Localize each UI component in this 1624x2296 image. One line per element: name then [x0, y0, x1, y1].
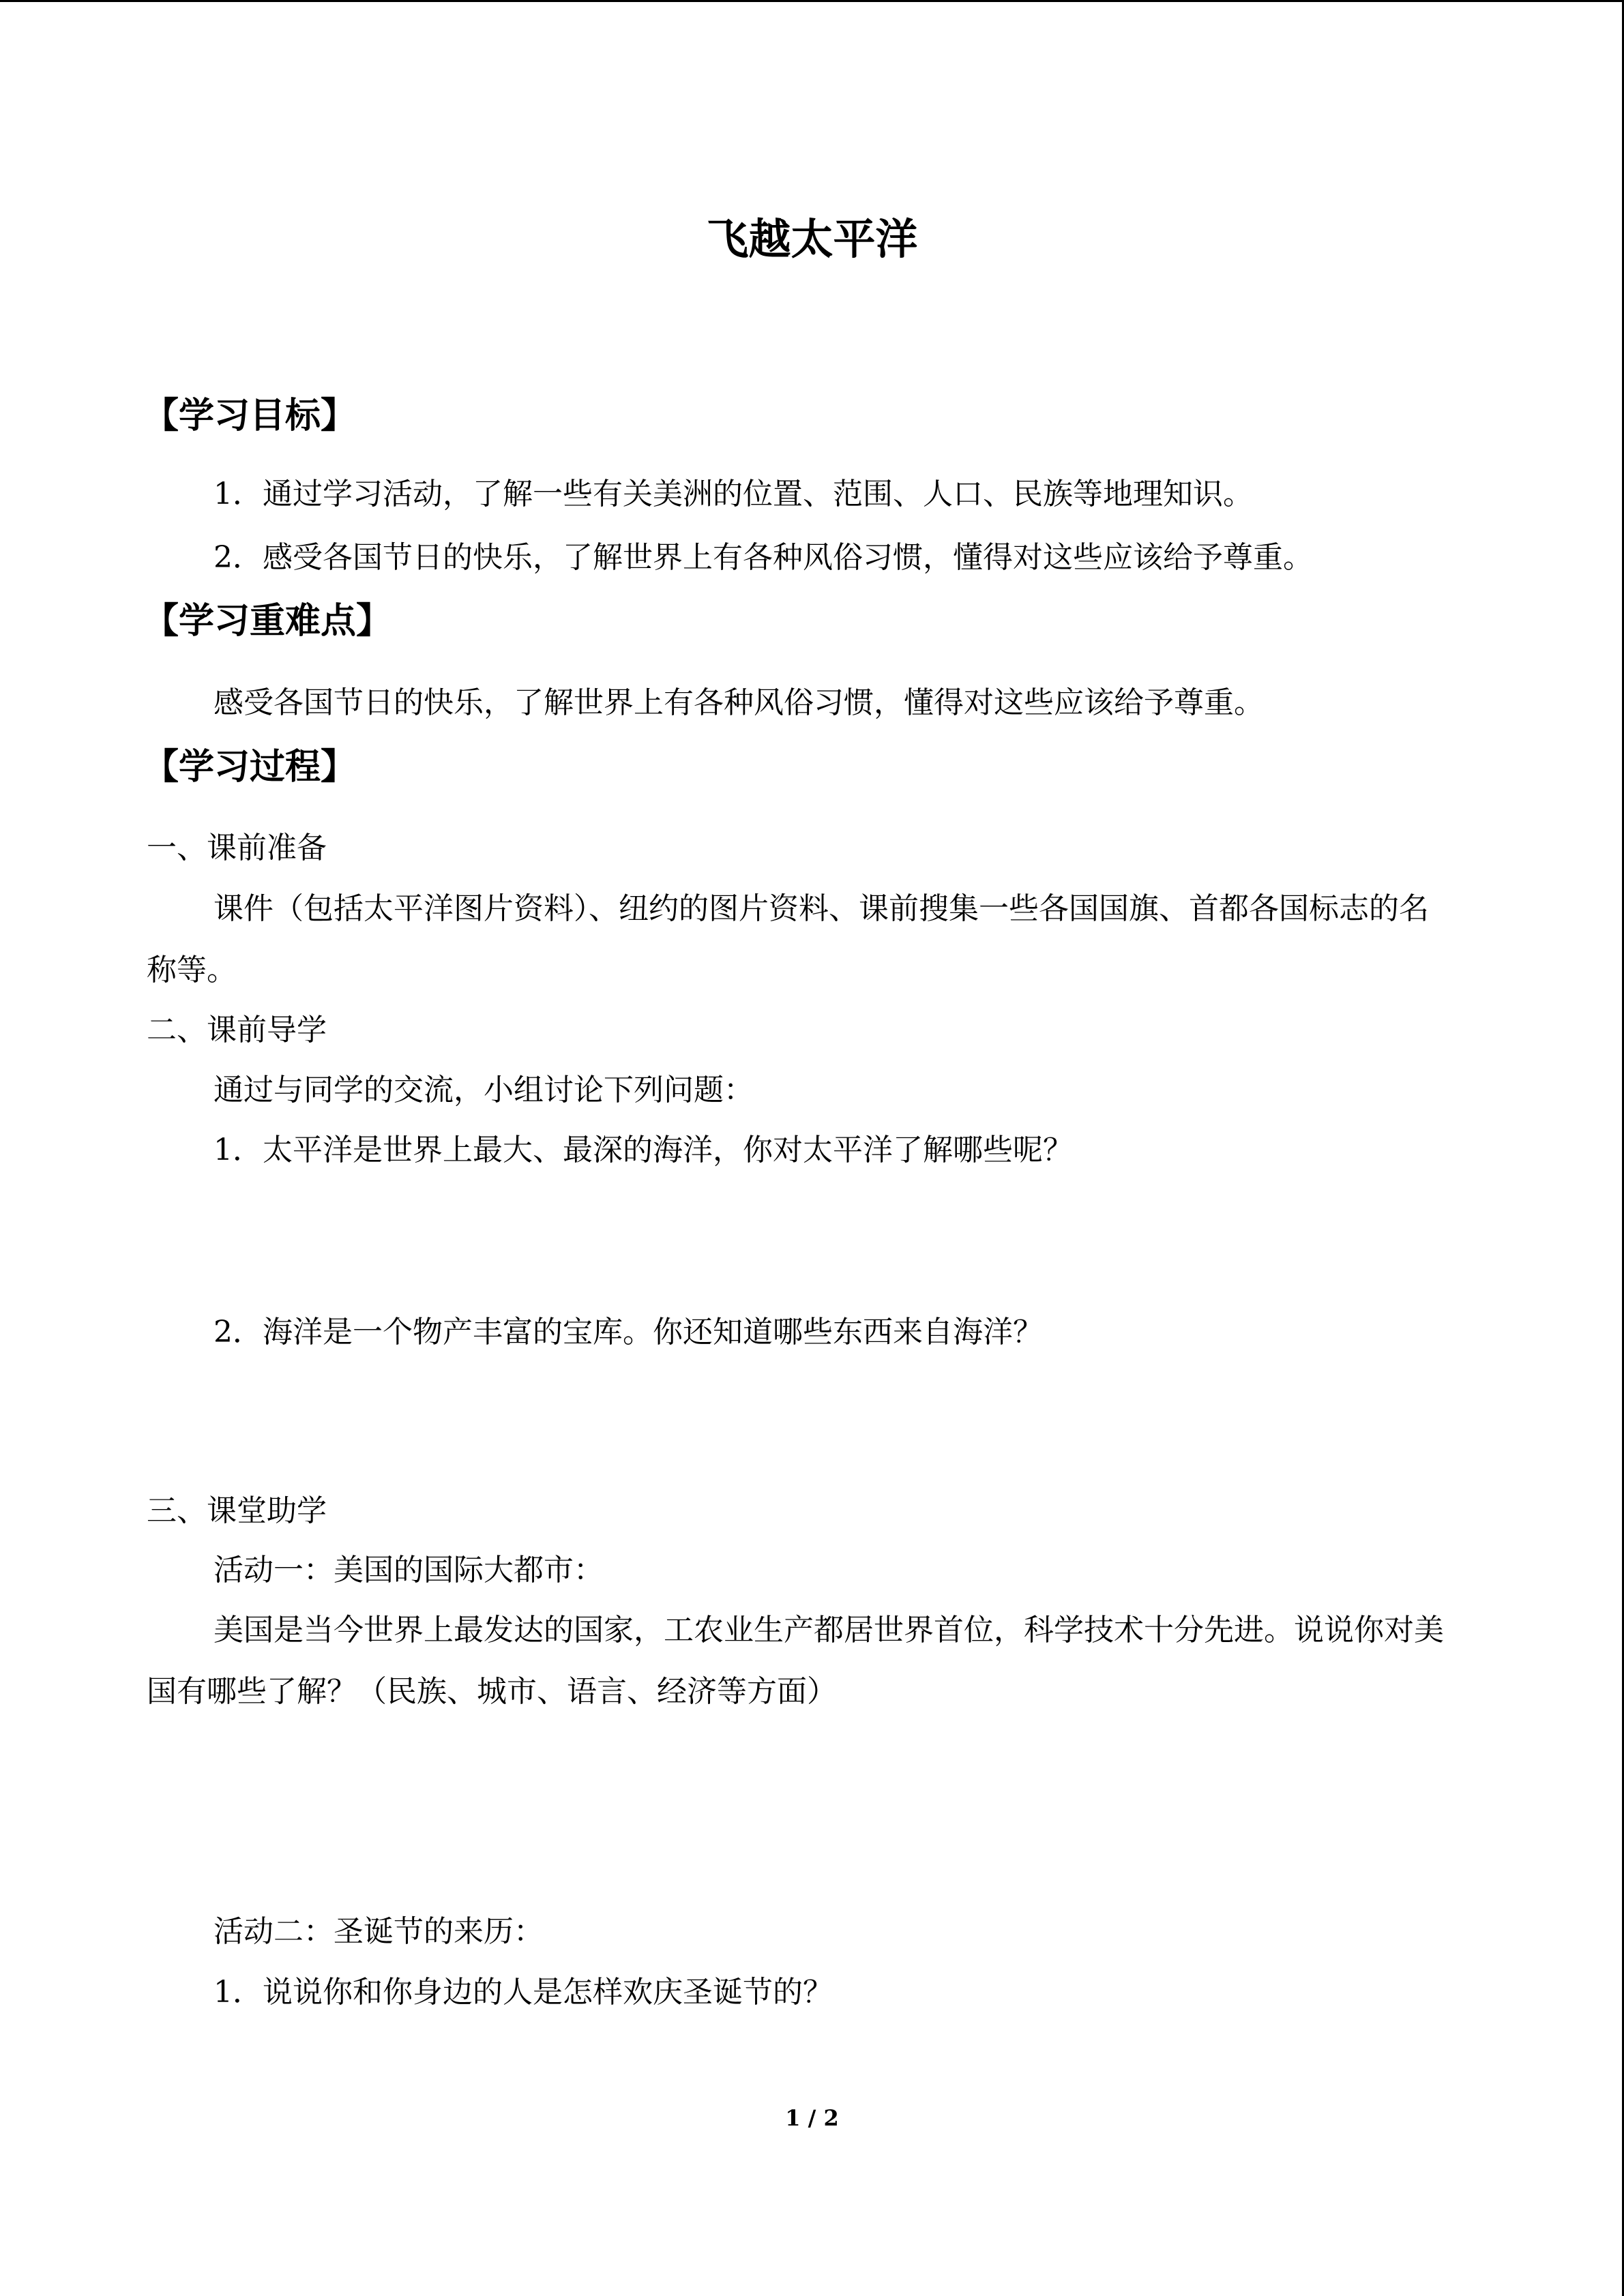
- goal-item-1: 1．通过学习活动，了解一些有关美洲的位置、范围、人口、民族等地理知识。: [213, 477, 1253, 511]
- goal-item-2: 2．感受各国节日的快乐，了解世界上有各种风俗习惯，懂得对这些应该给予尊重。: [213, 540, 1313, 575]
- activity1-text: 美国是当今世界上最发达的国家，工农业生产都居世界首位，科学技术十分先进。说说你对美国有哪些了解？（民族、城市、语言、经济等方面）: [147, 1613, 1444, 1709]
- section-heading-process: 【学习过程】: [143, 747, 357, 788]
- section-heading-keypoints: 【学习重难点】: [143, 601, 392, 642]
- keypoints-text: 感受各国节日的快乐，了解世界上有各种风俗习惯，懂得对这些应该给予尊重。: [213, 685, 1264, 720]
- activity1-title: 活动一：美国的国际大都市：: [213, 1553, 604, 1587]
- document-title: 飞越太平洋: [706, 214, 918, 264]
- part2-question-2: 2．海洋是一个物产丰富的宝库。你还知道哪些东西来自海洋？: [213, 1315, 1043, 1350]
- part1-text: 课件（包括太平洋图片资料）、纽约的图片资料、课前搜集一些各国国旗、首都各国标志的名称等。: [147, 891, 1429, 987]
- part1-label: 一、课前准备: [147, 831, 327, 865]
- part2-question-1: 1．太平洋是世界上最大、最深的海洋，你对太平洋了解哪些呢？: [213, 1133, 1073, 1167]
- section-heading-goals: 【学习目标】: [143, 396, 357, 436]
- part2-label: 二、课前导学: [147, 1013, 327, 1047]
- activity2-question-1: 1．说说你和你身边的人是怎样欢庆圣诞节的？: [213, 1975, 833, 2010]
- activity2-title: 活动二：圣诞节的来历：: [213, 1914, 544, 1949]
- page-number: 1 / 2: [785, 2105, 839, 2131]
- part3-label: 三、课堂助学: [147, 1493, 327, 1528]
- part2-intro: 通过与同学的交流，小组讨论下列问题：: [213, 1073, 754, 1107]
